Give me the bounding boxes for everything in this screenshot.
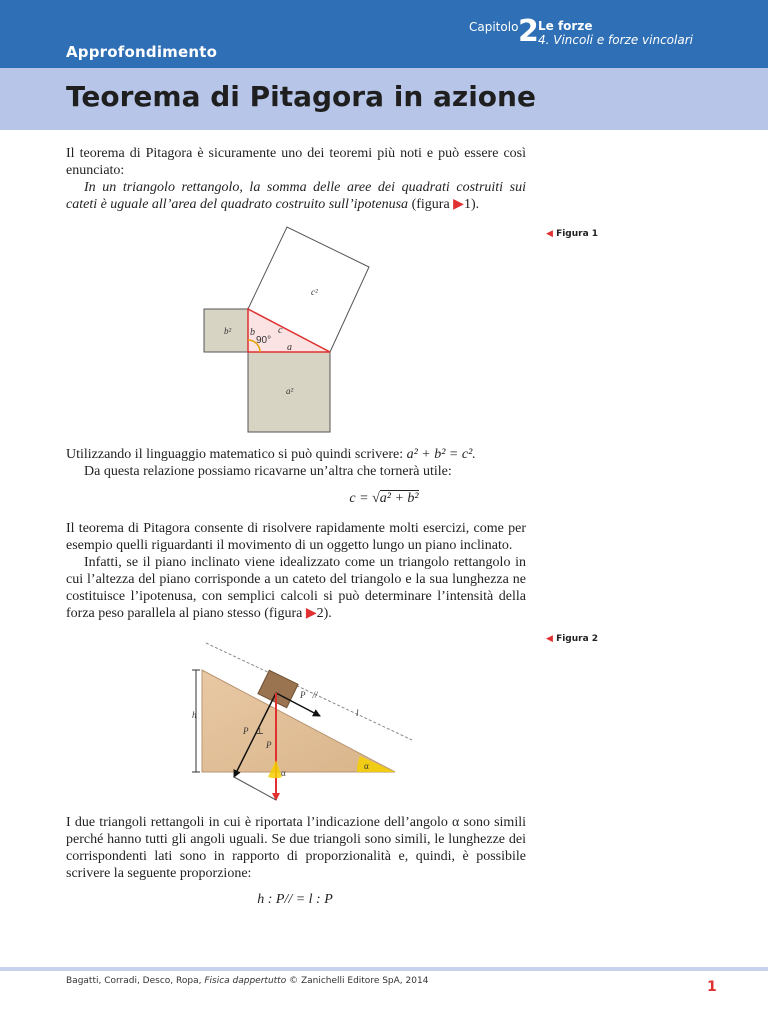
sqrt-icon: √ bbox=[372, 491, 380, 506]
formula-lhs: c = bbox=[349, 491, 373, 506]
chapter-subtitle: 4. Vincoli e forze vincolari bbox=[538, 33, 693, 47]
figure-ref-arrow-icon: ▶ bbox=[305, 606, 317, 621]
math-text: Utilizzando il linguaggio matematico si può quindi scrivere: bbox=[66, 447, 407, 462]
proportion-formula: h : P// = l : P bbox=[257, 892, 333, 907]
parallelogram-bottom bbox=[234, 777, 276, 800]
theorem-statement: In un triangolo rettangolo, la somma delle aree dei quadrati costruiti sui cateti è uguale all’area del quadrato costruito sull’ipotenusa bbox=[66, 180, 526, 212]
figure-ref-number: 2 bbox=[316, 606, 324, 621]
inclined-text-1: Il teorema di Pitagora consente di risolvere rapidamente molti esercizi, come per esempio quelli riguardanti il movimento di un oggetto lungo un piano inclinato. bbox=[66, 521, 526, 553]
label-90-degrees: 90° bbox=[256, 335, 272, 346]
formula-radicand: a² + b² bbox=[379, 491, 419, 506]
label-alpha-base: α bbox=[364, 761, 369, 771]
label-p-parallel: P⃗// bbox=[300, 690, 318, 700]
inclined-text-2: Infatti, se il piano inclinato viene idealizzato come un triangolo rettangolo in cui l’altezza del piano corrisponde a un cateto del triangolo e la sua lunghezza ne costituisce l’ipotenusa, con semplici calcoli si può determinare l’intensità della forza peso parallela al piano stesso (figura bbox=[66, 555, 526, 621]
triangle-left-icon: ◀ bbox=[546, 229, 553, 239]
label-h: h bbox=[192, 710, 197, 720]
label-alpha-block: α bbox=[281, 768, 286, 778]
figure-ref-arrow-icon: ▶ bbox=[453, 197, 464, 212]
page-number: 1 bbox=[707, 979, 717, 995]
similar-triangles-paragraph: I due triangoli rettangoli in cui è riportata l’indicazione dell’angolo α sono simili perché hanno tutti gli angoli uguali. Se due triangoli sono simili, le lunghezze dei corrispondenti lati sono in rapporto di proporzionalità e, quindi, è possibile scrivere la seguente proporzione: bbox=[66, 815, 526, 881]
chapter-number: 2 bbox=[518, 14, 539, 49]
inclined-plane bbox=[202, 670, 395, 772]
label-c: c bbox=[278, 325, 283, 336]
label-c2: c² bbox=[311, 287, 318, 297]
figure-ref-close: ). bbox=[323, 606, 332, 621]
label-p: P⃗ bbox=[266, 740, 279, 750]
pythagoras-formula: a² + b² = c². bbox=[406, 447, 476, 462]
section-label: Approfondimento bbox=[66, 43, 218, 61]
footer-line bbox=[0, 967, 768, 971]
alpha-angle-base bbox=[357, 756, 395, 772]
figure1-label-text: Figura 1 bbox=[556, 229, 599, 239]
footer-credits bbox=[66, 976, 428, 986]
figure-ref-open: (figura bbox=[408, 197, 454, 212]
chapter-title: Le forze bbox=[538, 19, 593, 33]
label-a2: a² bbox=[286, 386, 294, 396]
label-p-perp: P⃗⊥ bbox=[243, 726, 264, 736]
label-a: a bbox=[287, 342, 292, 353]
label-b2: b² bbox=[224, 326, 232, 336]
math-text-2: Da questa relazione possiamo ricavarne un’altra che tornerà utile: bbox=[84, 464, 452, 479]
label-b: b bbox=[250, 327, 255, 338]
figure2-label-text: Figura 2 bbox=[556, 634, 599, 644]
page-title: Teorema di Pitagora in azione bbox=[66, 80, 536, 113]
footer-authors: Bagatti, Corradi, Desco, Ropa, bbox=[66, 976, 205, 986]
chapter-word: Capitolo bbox=[469, 20, 519, 34]
figure-ref-number: 1 bbox=[463, 197, 471, 212]
intro-text: Il teorema di Pitagora è sicuramente uno dei teoremi più noti e può essere così enunciato: bbox=[66, 146, 526, 178]
footer-book: Fisica dappertutto bbox=[204, 976, 287, 986]
label-l: l bbox=[356, 708, 359, 718]
footer-publisher: © Zanichelli Editore SpA, 2014 bbox=[286, 976, 429, 986]
triangle-left-icon: ◀ bbox=[546, 634, 553, 644]
figure-ref-close: ). bbox=[470, 197, 480, 212]
